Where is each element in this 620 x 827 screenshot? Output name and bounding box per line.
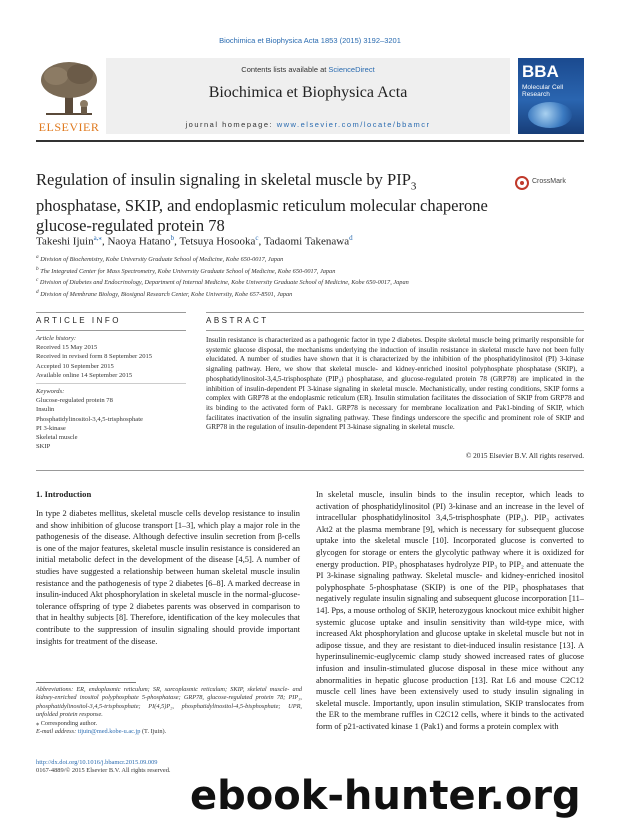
affiliation [36, 253, 584, 265]
email-suffix: (T. Ijuin). [140, 728, 167, 736]
journal-cover[interactable] [518, 58, 584, 134]
homepage-prefix: journal homepage: [185, 120, 277, 129]
watermark-text: ebook-hunter.org [190, 773, 581, 819]
history-label: Article history: [36, 335, 77, 342]
affiliation-text: The Integrated Center for Mass Spectrometry, Kobe University Graduate School of Medicine, Kobe 650-0017, Japan [40, 267, 336, 275]
article-info-heading: ARTICLE INFO [36, 316, 121, 325]
title-part-2: phosphatase, SKIP, and endoplasmic reticulum molecular chaperone glucose-regulated protein 78 [36, 196, 488, 236]
affiliation-sup: c [36, 277, 39, 284]
article-history [36, 334, 196, 380]
abstract-copyright: © 2015 Elsevier B.V. All rights reserved. [465, 452, 584, 460]
info-top-rule [36, 312, 186, 313]
intro-left-column: In type 2 diabetes mellitus, skeletal muscle cells develop resistance to insulin and show inhibition of glucose transport [1–3], which play a major role in the pathogenesis of the disease. Although defective insulin secretion from β-cells is one of the major features, skeletal muscle insulin resistance is considered an initial metabolic defect in the development of the disease [4,5]. A number of studies have suggested a relationship between human skeletal muscle insulin resistance and the pathogenesis of type 2 diabetes [6–8]. A marked decrease in insulin-induced Akt phosphorylation in skeletal muscle in the normal-glucose-tolerance offspring of type 2 diabetes parents was observed in comparison to that in healthy subjects [8]. Therefore, identification of the key molecules that contribute to the suppression of insulin signaling should provide important insights for treatment of the disease. [36, 509, 300, 646]
sciencedirect-link[interactable]: ScienceDirect [328, 65, 375, 74]
journal-homepage [106, 120, 510, 129]
cover-title: BBA [522, 62, 559, 81]
article-title [36, 170, 496, 236]
introduction-heading: 1. Introduction [36, 489, 92, 499]
author-sup[interactable]: a,⁎ [93, 234, 102, 242]
watermark-banner [182, 773, 620, 827]
elsevier-logo[interactable] [36, 58, 102, 134]
keyword: PI 3-kinase [36, 424, 66, 432]
author-sup[interactable]: d [349, 234, 353, 242]
affiliation-sup: a [36, 254, 39, 260]
keyword: Insulin [36, 406, 55, 414]
affiliation [36, 265, 584, 277]
abstract-top-rule [206, 312, 584, 313]
intro-right-column: In skeletal muscle, insulin binds to the insulin receptor, which leads to activation of phosphatidylinositol (PI) 3-kinase and an increase in the level of intracellular phosphatidylinositol 3,4,5-trisphosphate (PIP₃). PIP₃ activates Akt2 at the plasma membrane [9], which is necessary for subsequent glucose uptake into the skeletal muscle [10]. Incorporated glucose is converted to glycogen for storage or enters the glycolytic pathway where it is oxidized for energy production. PIP₃ phosphatases hydrolyze PIP₃ to PIP₂ and attenuate the PI 3-kinase signaling pathway. Skeletal muscle- and kidney-enriched inositol polyphosphate 5-phosphatase (SKIP) is one of the PIP₃ phosphatases that negatively regulate insulin signaling and subsequent glucose incorporation [11–14]. Pps, a mouse ortholog of SKIP, heterozygous knockout mice exhibit higher systemic glucose uptake and insulin sensitivity than wild-type mice, with increased Akt phosphorylation and glucose uptake in skeletal muscle but not in adipose tissue, and they are resistant to diet-induced insulin resistance [13]. A hyperinsulinemic-euglycemic clamp study showed increased rates of glucose infusion and insulin-stimulated glucose disposal in these mice without any abnormalities in hepatic glucose production [13]. Rat L6 and mouse C2C12 muscle cell lines have been extensively used to study insulin signaling in skeletal muscle. Importantly, upon insulin stimulation, SKIP translocates from the ER to the membrane ruffles in C2C12 cells, where it binds to the activated form of p21-activated kinase 1 (Pak1) and forms a protein complex with [316, 490, 584, 731]
email-line [36, 728, 302, 736]
abbreviations: Abbreviations: ER, endoplasmic reticulum; SR, sarcoplasmic reticulum; SKIP, skeletal muscle- and kidney-enriched inositol polyphosphate 5-phosphatase; GRP78, glucose-regulated protein 78; PIP₃, phosphatidylinositol-3,4,5-trisphosphate; PI(4,5)P₂, phosphatidylinositol-4,5-bisphosphate; UPR, unfolded protein response. [36, 686, 302, 719]
history-item: Received in revised form 8 September 2015 [36, 353, 153, 361]
doi-block [36, 759, 171, 776]
journal-title: Biochimica et Biophysica Acta [208, 84, 408, 101]
affiliation-sup: b [36, 265, 39, 272]
abstract-text: Insulin resistance is characterized as a pathogenic factor in type 2 diabetes. Despite skeletal muscle being primarily responsible for systemic glucose disposal, the mechanisms underlying the induction of insulin resistance in skeletal muscle have not been fully elucidated. A number of studies have shown that it is characterized by the inhibition of the phosphatidylinositol (PI) 3-kinase signaling pathway. Here, we show that skeletal muscle- and kidney-enriched inositol polyphosphate phosphatase (SKIP), a phosphatidylinositol-3,4,5-trisphosphate (PIP₃) phosphatase, and glucose-regulated protein 78 (GRP78) are implicated in the inhibition of insulin-dependent PI 3-kinase signaling in skeletal muscle. Mechanistically, under resting conditions, SKIP forms a complex with GRP78 at the endoplasmic reticulum (ER). Insulin stimulation facilitates the dissociation of SKIP from GRP78 and its binding to the activated form of Pak1. GRP78 is necessary for membrane localization and Pak1-binding of SKIP, which facilitates inactivation of the insulin signaling pathway. These findings underscore the specific and prominent role of SKIP and GRP78 in the regulation of insulin-dependent PI 3-kinase signaling in skeletal muscle. [206, 336, 584, 432]
author-sup[interactable]: c [255, 234, 259, 242]
homepage-link[interactable]: www.elsevier.com/locate/bbamcr [276, 120, 431, 129]
author-list: Takeshi Ijuin$^{a,⁎}$, Naoya Hatano$^b$, Tetsuya Hosooka$^c$, Tadaomi Takenawa$^d$ [36, 234, 353, 248]
footnote-rule [36, 682, 136, 683]
email-label: E-mail address: [36, 728, 78, 736]
affiliation-text: Division of Membrane Biology, Biosignal Research Center, Kobe University, Kobe 657-8501, Japan [40, 291, 293, 299]
contents-prefix: Contents lists available at [241, 65, 329, 74]
footnotes [36, 686, 302, 736]
issn-line: 0167-4889/© 2015 Elsevier B.V. All rights reserved. [36, 767, 171, 775]
keywords-rule [36, 383, 186, 384]
affiliation [36, 288, 584, 300]
author-sup[interactable]: b [170, 234, 175, 242]
front-matter-rule [36, 470, 584, 471]
journal-masthead [36, 58, 584, 136]
affiliation [36, 276, 584, 288]
author-name[interactable]: Tetsuya Hosooka [179, 235, 256, 248]
journal-banner [106, 58, 510, 134]
journal-citation[interactable]: Biochimica et Biophysica Acta 1853 (2015) 3192–3201 [219, 36, 401, 45]
history-item: Received 15 May 2015 [36, 344, 98, 352]
affiliation-text: Division of Diabetes and Endocrinology, Department of Internal Medicine, Kobe University Graduate School of Medicine, Kobe 650-0017, Japan [39, 279, 409, 287]
contents-line [106, 65, 510, 74]
author-name[interactable]: Naoya Hatano [107, 235, 171, 248]
author-name[interactable]: Takeshi Ijuin [36, 235, 94, 248]
elsevier-tree-icon [36, 58, 102, 120]
keyword: Glucose-regulated protein 78 [36, 397, 113, 405]
doi-link[interactable]: http://dx.doi.org/10.1016/j.bbamcr.2015.09.009 [36, 759, 158, 766]
cover-cell-image [528, 102, 572, 128]
title-part-1: Regulation of insulin signaling in skeletal muscle by PIP [36, 170, 411, 189]
crossmark-label: CrossMark [532, 178, 566, 185]
crossmark-icon [515, 176, 529, 190]
cover-subtitle: Molecular Cell Research [522, 84, 564, 98]
info-bottom-rule [36, 330, 186, 331]
abstract-heading: ABSTRACT [206, 316, 269, 325]
affiliation-list [36, 253, 584, 300]
keyword: SKIP [36, 443, 51, 451]
history-item: Available online 14 September 2015 [36, 371, 133, 379]
keywords-block [36, 387, 196, 451]
keywords-label: Keywords: [36, 388, 65, 395]
corresponding-author: ⁎ Corresponding author. [36, 719, 98, 727]
keyword: Phosphatidylinositol-3,4,5-trisphosphate [36, 415, 143, 423]
title-subscript: 3 [410, 180, 417, 193]
keyword: Skeletal muscle [36, 434, 78, 442]
email-link[interactable]: tijuin@med.kobe-u.ac.jp [77, 728, 141, 736]
masthead-rule [36, 140, 584, 142]
author-name[interactable]: Tadaomi Takenawa [263, 235, 350, 248]
affiliation-text: Division of Biochemistry, Kobe University Graduate School of Medicine, Kobe 650-0017, Japan [40, 256, 284, 264]
crossmark-badge[interactable] [515, 176, 583, 192]
history-item: Accepted 10 September 2015 [36, 362, 114, 370]
abstract-bottom-rule [206, 330, 584, 331]
affiliation-sup: d [36, 289, 39, 296]
elsevier-wordmark: ELSEVIER [38, 120, 100, 134]
